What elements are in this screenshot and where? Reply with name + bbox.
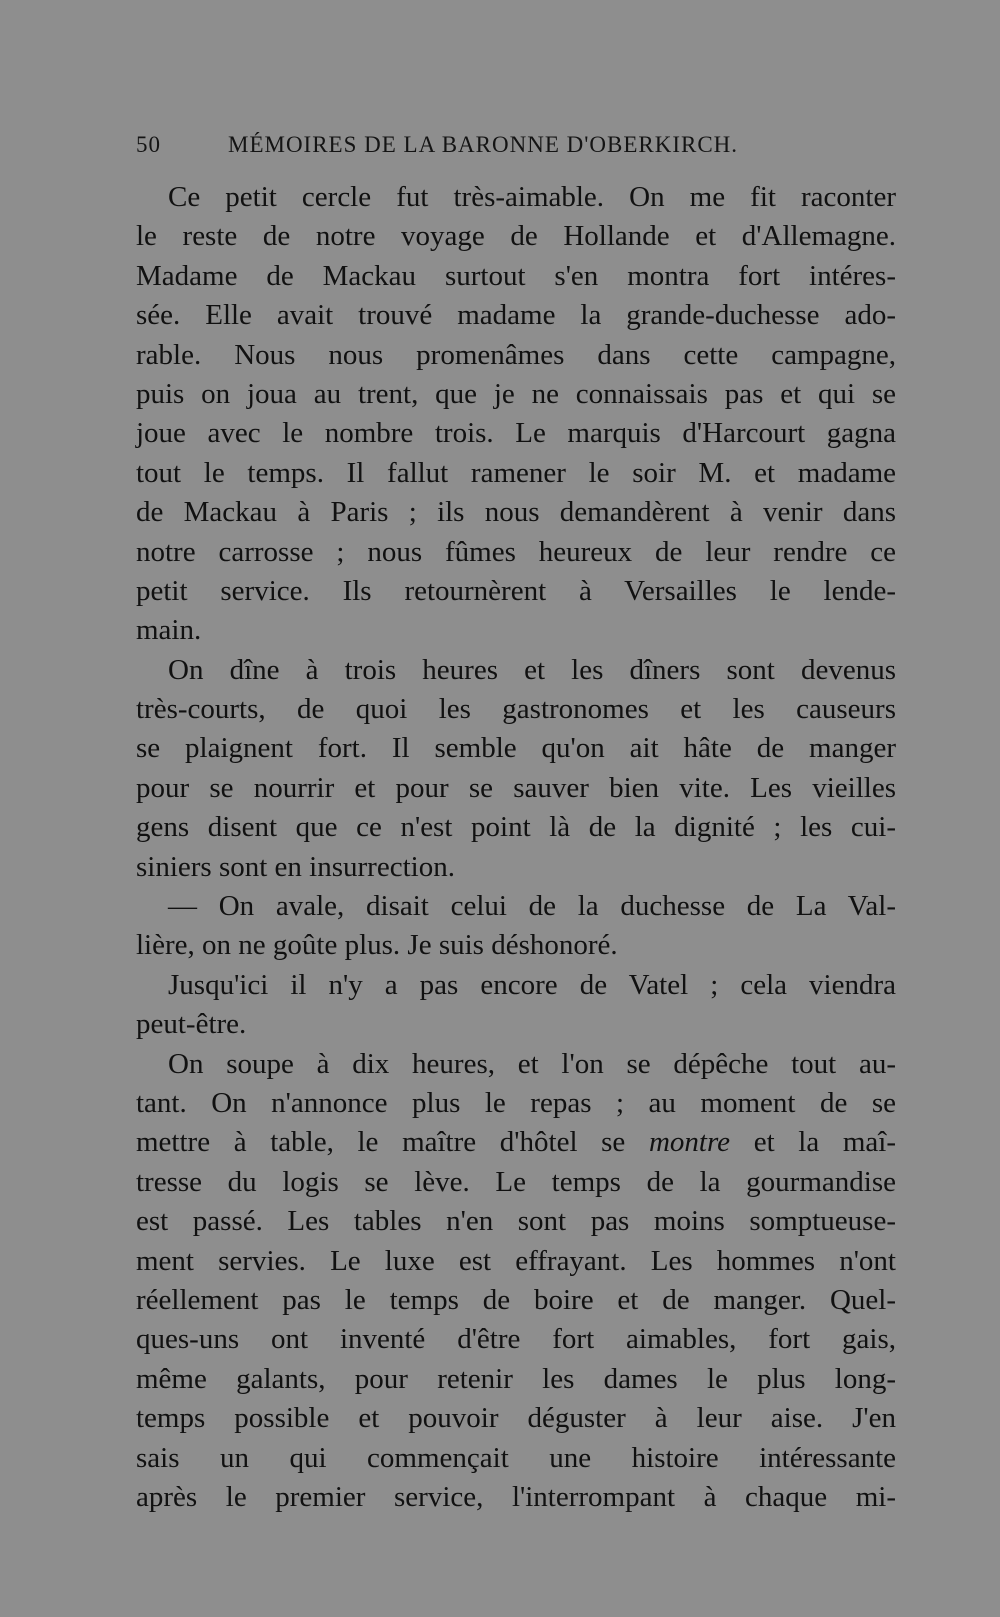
text-line-with-italic bbox=[136, 1123, 896, 1162]
running-title: MÉMOIRES DE LA BARONNE D'OBERKIRCH. bbox=[228, 132, 739, 157]
text-segment: mettre à table, le maître d'hôtel se bbox=[136, 1126, 649, 1159]
text-line: tresse du logis se lève. Le temps de la gourmandise bbox=[136, 1165, 896, 1198]
italic-word: montre bbox=[648, 1126, 731, 1159]
text-line: temps possible et pouvoir déguster à leur aise. J'en bbox=[136, 1402, 896, 1435]
text-segment: et la maî- bbox=[730, 1126, 896, 1159]
text-line: Madame de Mackau surtout s'en montra fort intéres- bbox=[136, 259, 896, 292]
text-line: Jusqu'ici il n'y a pas encore de Vatel ; cela viendra bbox=[168, 968, 896, 1001]
text-line: joue avec le nombre trois. Le marquis d'Harcourt gagna bbox=[136, 417, 896, 450]
text-line: tant. On n'annonce plus le repas ; au moment de se bbox=[136, 1086, 896, 1119]
text-line: même galants, pour retenir les dames le plus long- bbox=[136, 1362, 896, 1395]
text-line: ques-uns ont inventé d'être fort aimables, fort gais, bbox=[136, 1323, 896, 1356]
body-text bbox=[136, 178, 896, 1517]
text-line: gens disent que ce n'est point là de la dignité ; les cui- bbox=[136, 811, 896, 844]
text-line: notre carrosse ; nous fûmes heureux de leur rendre ce bbox=[136, 535, 896, 568]
paragraph-4 bbox=[136, 966, 896, 1045]
running-head bbox=[136, 132, 796, 162]
text-line: le reste de notre voyage de Hollande et d'Allemagne. bbox=[136, 220, 896, 253]
text-line: est passé. Les tables n'en sont pas moins somptueuse- bbox=[136, 1205, 896, 1238]
text-line: peut-être. bbox=[136, 1008, 247, 1041]
paragraph-5 bbox=[136, 1045, 896, 1518]
text-line: pour se nourrir et pour se sauver bien vite. Les vieilles bbox=[136, 771, 896, 804]
paragraph-3 bbox=[136, 887, 896, 966]
text-line: — On avale, disait celui de la duchesse de La Val- bbox=[168, 890, 896, 923]
text-line: sée. Elle avait trouvé madame la grande-duchesse ado- bbox=[136, 299, 896, 332]
page-number: 50 bbox=[136, 132, 161, 157]
text-line: après le premier service, l'interrompant à chaque mi- bbox=[136, 1480, 896, 1513]
paragraph-2 bbox=[136, 651, 896, 887]
text-line: siniers sont en insurrection. bbox=[136, 850, 455, 883]
text-line: lière, on ne goûte plus. Je suis déshonoré. bbox=[136, 929, 618, 962]
text-line: se plaignent fort. Il semble qu'on ait hâte de manger bbox=[136, 732, 896, 765]
text-line: ment servies. Le luxe est effrayant. Les hommes n'ont bbox=[136, 1244, 896, 1277]
text-line: puis on joua au trent, que je ne connaissais pas et qui se bbox=[136, 377, 896, 410]
text-line: de Mackau à Paris ; ils nous demandèrent à venir dans bbox=[136, 496, 896, 529]
paragraph-1 bbox=[136, 178, 896, 651]
text-line: réellement pas le temps de boire et de manger. Quel- bbox=[136, 1283, 896, 1316]
text-line: On dîne à trois heures et les dîners sont devenus bbox=[168, 653, 896, 686]
text-line: main. bbox=[136, 614, 202, 647]
text-line: sais un qui commençait une histoire intéressante bbox=[136, 1441, 896, 1474]
text-line: Ce petit cercle fut très-aimable. On me fit raconter bbox=[168, 181, 896, 213]
text-line: très-courts, de quoi les gastronomes et les causeurs bbox=[136, 693, 896, 726]
text-line: petit service. Ils retournèrent à Versailles le lende- bbox=[136, 574, 896, 607]
text-line: On soupe à dix heures, et l'on se dépêche tout au- bbox=[168, 1047, 896, 1080]
text-line: tout le temps. Il fallut ramener le soir M. et madame bbox=[136, 456, 896, 489]
text-line: rable. Nous nous promenâmes dans cette campagne, bbox=[136, 338, 896, 371]
